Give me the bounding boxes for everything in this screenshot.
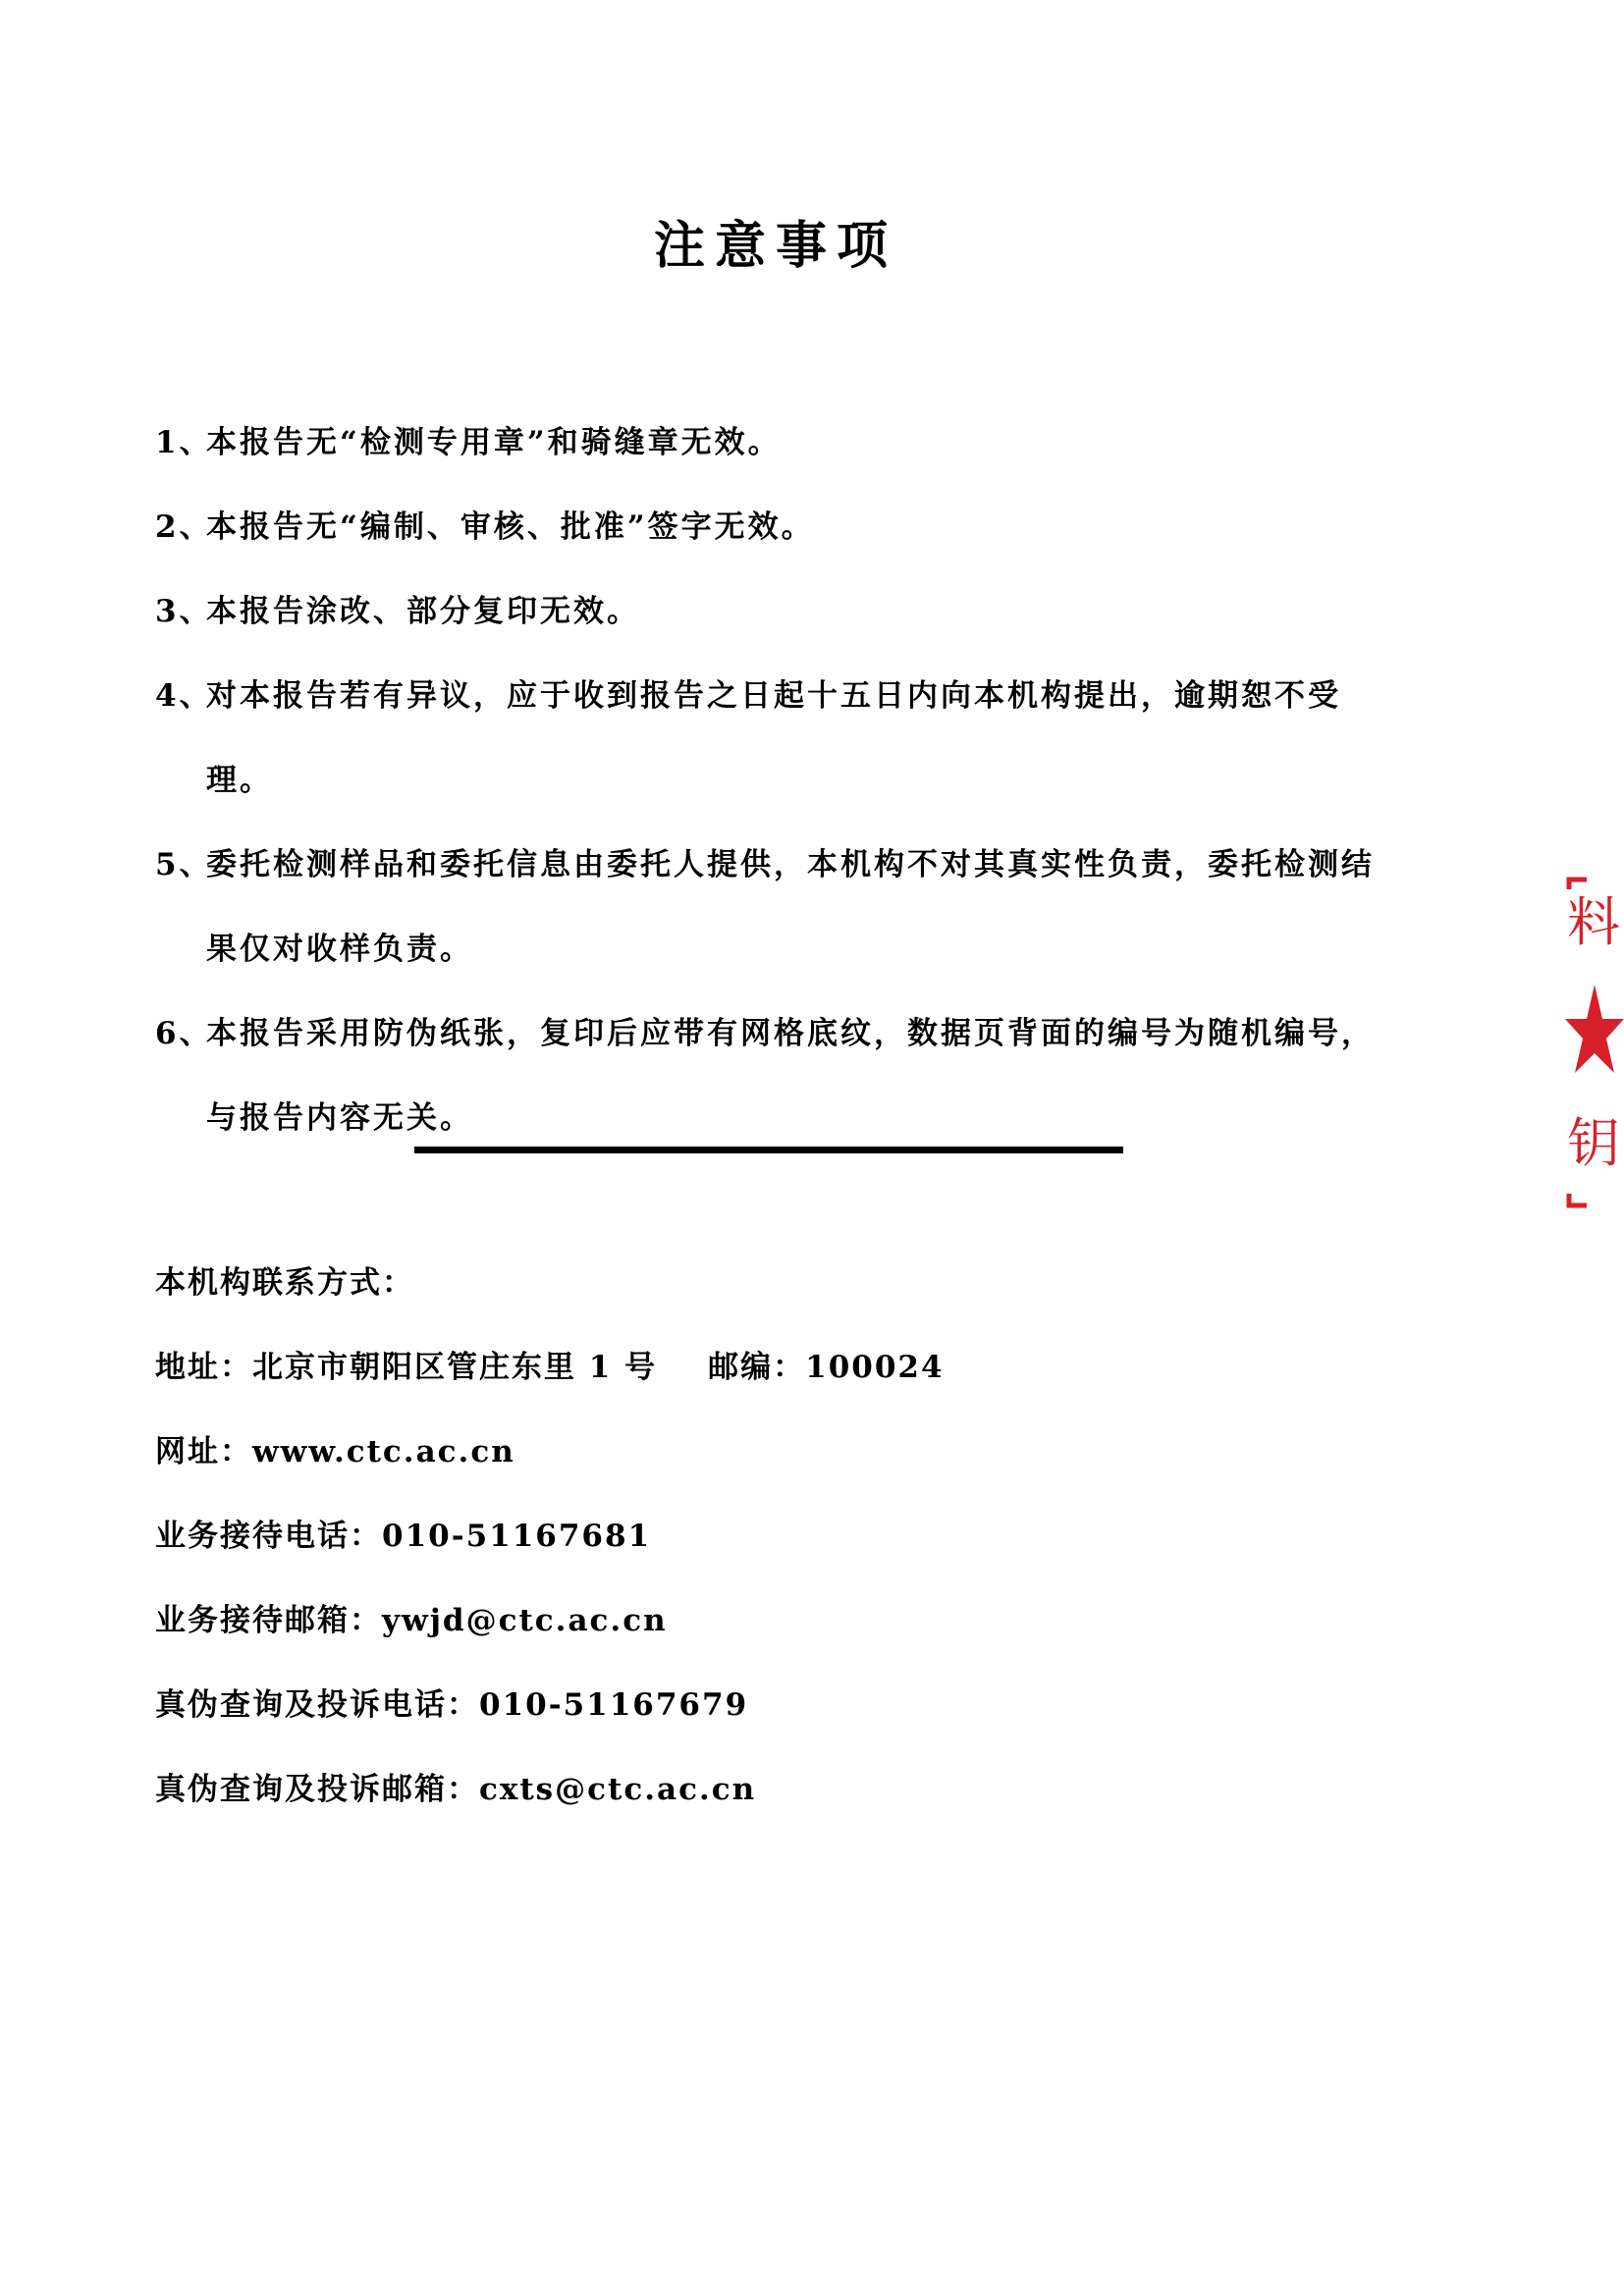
partial-seal-stamp: [1565, 872, 1624, 1215]
section-divider: [414, 1147, 1123, 1153]
notice-number: 4、: [155, 678, 213, 714]
notice-number: 2、: [155, 509, 213, 545]
postcode-label: 邮编：: [708, 1350, 806, 1385]
notice-text: 本报告无“编制、审核、批准”签字无效。: [206, 509, 815, 545]
postcode-value: 100024: [805, 1350, 945, 1385]
phone-label: 业务接待电话：: [155, 1519, 382, 1554]
notice-text: 对本报告若有异议，应于收到报告之日起十五日内向本机构提出，逾期恕不受理。: [206, 678, 1341, 798]
notice-item: [155, 654, 1402, 823]
notice-item: [155, 991, 1402, 1160]
email-value: ywjd@ctc.ac.cn: [382, 1603, 668, 1638]
complaint-phone-label: 真伪查询及投诉电话：: [155, 1687, 479, 1723]
page-title: 注意事项: [653, 216, 897, 276]
address-value: 北京市朝阳区管庄东里 1 号: [252, 1350, 658, 1385]
notice-item: [155, 400, 1402, 485]
website-value: www.ctc.ac.cn: [252, 1434, 515, 1469]
complaint-email-label: 真伪查询及投诉邮箱：: [155, 1772, 479, 1807]
notice-text: 本报告涂改、部分复印无效。: [206, 594, 640, 629]
email-line: [155, 1578, 1333, 1663]
email-label: 业务接待邮箱：: [155, 1603, 382, 1638]
seal-top-char: 料: [1567, 891, 1620, 953]
website-label: 网址：: [155, 1434, 252, 1469]
notice-number: 6、: [155, 1016, 213, 1051]
complaint-email-line: [155, 1747, 1333, 1832]
notice-text: 本报告采用防伪纸张，复印后应带有网格底纹，数据页背面的编号为随机编号，与报告内容无关。: [206, 1016, 1375, 1136]
seal-graphic: [1565, 872, 1624, 1215]
star-icon: [1565, 985, 1624, 1073]
contact-section: [155, 1241, 1333, 1832]
seal-bottom-char: 钥: [1567, 1112, 1620, 1174]
notice-item: [155, 823, 1402, 991]
notice-number: 5、: [155, 847, 213, 882]
notice-list: [155, 400, 1402, 1160]
notice-text: 委托检测样品和委托信息由委托人提供，本机构不对其真实性负责，委托检测结果仅对收样负责。: [206, 847, 1375, 967]
phone-line: [155, 1494, 1333, 1578]
notice-item: [155, 485, 1402, 569]
complaint-phone-value: 010-51167679: [479, 1687, 749, 1723]
seal-bracket-top: [1569, 880, 1587, 889]
website-line: [155, 1410, 1333, 1494]
contact-heading: 本机构联系方式：: [155, 1265, 414, 1301]
notice-number: 3、: [155, 594, 213, 629]
notice-text: 本报告无“检测专用章”和骑缝章无效。: [206, 425, 782, 460]
phone-value: 010-51167681: [382, 1519, 652, 1554]
complaint-email-value: cxts@ctc.ac.cn: [479, 1772, 757, 1807]
complaint-phone-line: [155, 1663, 1333, 1747]
address-label: 地址：: [155, 1350, 252, 1385]
notice-number: 1、: [155, 425, 213, 460]
notice-item: [155, 569, 1402, 654]
address-line: [155, 1325, 1333, 1410]
seal-bracket-bottom: [1569, 1194, 1587, 1205]
